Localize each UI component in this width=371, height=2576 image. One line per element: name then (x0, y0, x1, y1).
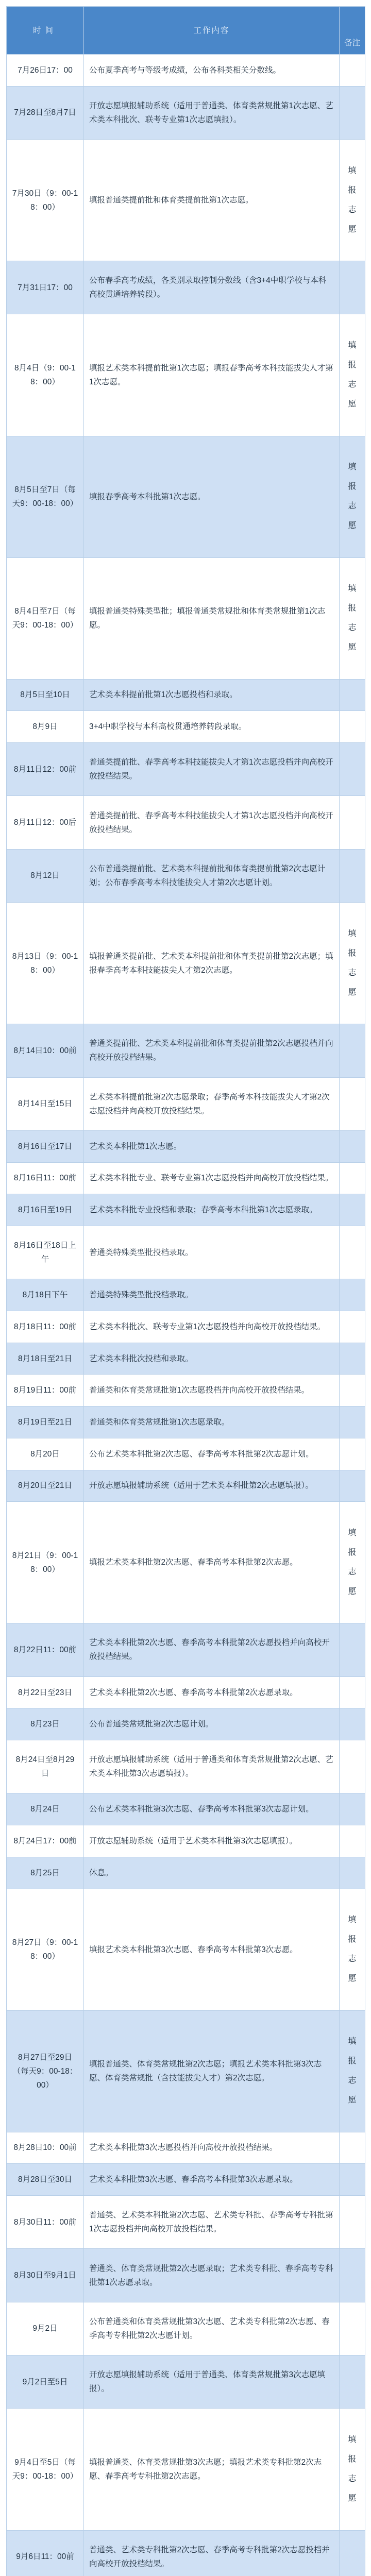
row-content: 普通类提前批、春季高考本科技能拔尖人才第1次志愿投档并向高校开放投档结果。 (84, 743, 340, 796)
row-note (340, 2010, 365, 2132)
table-row (7, 2249, 365, 2302)
row-time: 8月5日至7日（每天9：00-18：00） (7, 436, 84, 557)
row-content: 公布夏季高考与等级考成绩，公布各科类相关分数线。 (84, 55, 340, 87)
row-content: 艺术类本科批第3次志愿投档并向高校开放投档结果。 (84, 2132, 340, 2164)
row-note (340, 796, 365, 849)
row-content: 3+4中职学校与本科高校贯通培养转段录取。 (84, 711, 340, 743)
fill-volunteer-note: 填报志愿 (348, 929, 357, 997)
table-row (7, 849, 365, 902)
row-time: 8月22日至23日 (7, 1676, 84, 1708)
row-content: 艺术类本科批第1次志愿。 (84, 1130, 340, 1162)
row-content: 普通类提前批、春季高考本科技能拔尖人才第1次志愿投档并向高校开放投档结果。 (84, 796, 340, 849)
fill-volunteer-note: 填报志愿 (348, 2435, 357, 2503)
row-content: 艺术类本科批次投档和录取。 (84, 1343, 340, 1375)
row-note (340, 55, 365, 87)
table-row (7, 1077, 365, 1130)
table-row (7, 1708, 365, 1740)
row-note (340, 2355, 365, 2409)
table-row (7, 1438, 365, 1470)
row-note (340, 261, 365, 314)
row-content: 公布春季高考成绩，各类别录取控制分数线（含3+4中职学校与本科高校贯通培养转段）。 (84, 261, 340, 314)
row-note (340, 903, 365, 1024)
row-time: 7月31日17：00 (7, 261, 84, 314)
row-content: 艺术类本科批第3次志愿、春季高考本科批第3次志愿录取。 (84, 2164, 340, 2196)
row-content: 普通类、艺术类本科批第2次志愿、艺术类专科批、春季高考专科批第1次志愿投档并向高校开放投档结果。 (84, 2196, 340, 2249)
row-note (340, 2164, 365, 2196)
row-content: 普通类提前批、艺术类本科提前批和体育类提前批第2次志愿投档并向高校开放投档结果。 (84, 1024, 340, 1077)
row-note (340, 140, 365, 261)
row-content: 公布艺术类本科批第2次志愿、春季高考本科批第2次志愿计划。 (84, 1438, 340, 1470)
row-time: 7月30日（9：00-18：00） (7, 140, 84, 261)
row-time: 8月16日至19日 (7, 1194, 84, 1226)
row-note (340, 1708, 365, 1740)
header-note: 备注 (340, 7, 365, 55)
row-time: 8月27日至29日（每天9：00-18：00） (7, 2010, 84, 2132)
row-time: 9月2日至5日 (7, 2355, 84, 2409)
table-row (7, 140, 365, 261)
table-row (7, 1793, 365, 1825)
row-content: 填报普通类提前批、艺术类本科提前批和体育类提前批第2次志愿；填报春季高考本科技能拔尖人才第2次志愿。 (84, 903, 340, 1024)
row-note (340, 1311, 365, 1343)
row-note (340, 1226, 365, 1279)
table-row (7, 1740, 365, 1793)
row-note (340, 1502, 365, 1623)
row-time: 8月28日10：00前 (7, 2132, 84, 2164)
table-row (7, 1343, 365, 1375)
table-row (7, 55, 365, 87)
table-row (7, 314, 365, 436)
row-time: 7月26日17：00 (7, 55, 84, 87)
table-row (7, 1375, 365, 1406)
header-content: 工作内容 (84, 7, 340, 55)
row-note (340, 314, 365, 436)
row-content: 开放志愿辅助系统（适用于艺术类本科批第3次志愿填报）。 (84, 1825, 340, 1857)
row-content: 普通类和体育类常规批第1次志愿录取。 (84, 1406, 340, 1438)
row-note (340, 1194, 365, 1226)
row-note (340, 2196, 365, 2249)
header-time: 时间 (7, 7, 84, 55)
row-time: 8月20日至21日 (7, 1470, 84, 1502)
table-row (7, 1226, 365, 1279)
row-time: 8月12日 (7, 849, 84, 902)
row-content: 普通类、体育类常规批第2次志愿录取；艺术类专科批、春季高考专科批第1次志愿录取。 (84, 2249, 340, 2302)
row-content: 普通类特殊类型批投档录取。 (84, 1279, 340, 1311)
row-note (340, 1077, 365, 1130)
row-time: 8月14日至15日 (7, 1077, 84, 1130)
table-row (7, 2302, 365, 2355)
row-note (340, 1438, 365, 1470)
row-time: 8月20日 (7, 1438, 84, 1470)
table-row (7, 2010, 365, 2132)
row-content: 艺术类本科批专业、联考专业第1次志愿投档并向高校开放投档结果。 (84, 1162, 340, 1194)
row-content: 普通类、艺术类专科批第2次志愿、春季高考专科批第2次志愿投档并向高校开放投档结果。 (84, 2530, 340, 2576)
fill-volunteer-note: 填报志愿 (348, 1528, 357, 1596)
table-row (7, 796, 365, 849)
table-row (7, 1502, 365, 1623)
row-content: 填报艺术类本科批第3次志愿、春季高考本科批第3次志愿。 (84, 1889, 340, 2010)
row-time: 8月24日17：00前 (7, 1825, 84, 1857)
table-row (7, 557, 365, 679)
row-note (340, 2530, 365, 2576)
row-content: 开放志愿填报辅助系统（适用于普通类和体育类常规批第2次志愿、艺术类本科批第3次志愿填报）。 (84, 1740, 340, 1793)
row-time: 8月11日12：00前 (7, 743, 84, 796)
table-row (7, 1825, 365, 1857)
row-content: 公布普通类常规批第2次志愿计划。 (84, 1708, 340, 1740)
fill-volunteer-note: 填报志愿 (348, 463, 357, 531)
row-note (340, 86, 365, 139)
row-content: 普通类特殊类型批投档录取。 (84, 1226, 340, 1279)
table-row (7, 903, 365, 1024)
row-time: 8月27日（9：00-18：00） (7, 1889, 84, 2010)
table-row (7, 1130, 365, 1162)
schedule-table (6, 6, 365, 2576)
row-content: 填报艺术类本科批第2次志愿、春季高考本科批第2次志愿。 (84, 1502, 340, 1623)
row-note (340, 1130, 365, 1162)
row-content: 艺术类本科批第2次志愿、春季高考本科批第2次志愿投档并向高校开放投档结果。 (84, 1623, 340, 1676)
table-row (7, 2355, 365, 2409)
row-content: 艺术类本科批专业投档和录取；春季高考本科批第1次志愿录取。 (84, 1194, 340, 1226)
row-time: 8月14日10：00前 (7, 1024, 84, 1077)
row-note (340, 2409, 365, 2530)
table-row (7, 711, 365, 743)
row-note (340, 2132, 365, 2164)
table-row (7, 86, 365, 139)
table-row (7, 1024, 365, 1077)
row-time: 8月18日下午 (7, 1279, 84, 1311)
row-note (340, 743, 365, 796)
table-row (7, 679, 365, 711)
row-time: 8月18日11：00前 (7, 1311, 84, 1343)
row-time: 8月24日至8月29日 (7, 1740, 84, 1793)
table-row (7, 1857, 365, 1889)
row-time: 8月22日11：00前 (7, 1623, 84, 1676)
table-row (7, 743, 365, 796)
table-row (7, 1406, 365, 1438)
row-content: 普通类和体育类常规批第1次志愿投档并向高校开放投档结果。 (84, 1375, 340, 1406)
table-row (7, 1311, 365, 1343)
table-row (7, 436, 365, 557)
row-content: 公布普通类和体育类常规批第3次志愿、艺术类专科批第2次志愿、春季高考专科批第2次志愿计划。 (84, 2302, 340, 2355)
row-content: 填报艺术类本科提前批第1次志愿；填报春季高考本科技能拔尖人才第1次志愿。 (84, 314, 340, 436)
row-note (340, 1470, 365, 1502)
row-note (340, 1676, 365, 1708)
row-note (340, 679, 365, 711)
row-content: 艺术类本科提前批第2次志愿录取；春季高考本科技能拔尖人才第2次志愿投档并向高校开放投档结果。 (84, 1077, 340, 1130)
row-note (340, 2302, 365, 2355)
row-content: 艺术类本科批第2次志愿、春季高考本科批第2次志愿录取。 (84, 1676, 340, 1708)
row-time: 8月24日 (7, 1793, 84, 1825)
row-content: 休息。 (84, 1857, 340, 1889)
row-note (340, 1793, 365, 1825)
row-time: 8月30日至9月1日 (7, 2249, 84, 2302)
row-time: 8月9日 (7, 711, 84, 743)
row-time: 8月4日（9：00-18：00） (7, 314, 84, 436)
row-time: 8月5日至10日 (7, 679, 84, 711)
row-note (340, 1279, 365, 1311)
row-note (340, 1162, 365, 1194)
row-note (340, 849, 365, 902)
row-note (340, 1740, 365, 1793)
row-time: 8月4日至7日（每天9：00-18：00） (7, 557, 84, 679)
table-header-row (7, 7, 365, 55)
row-note (340, 1857, 365, 1889)
row-time: 9月6日11：00前 (7, 2530, 84, 2576)
fill-volunteer-note: 填报志愿 (348, 1916, 357, 1984)
row-note (340, 1889, 365, 2010)
fill-volunteer-note: 填报志愿 (348, 584, 357, 652)
table-row (7, 261, 365, 314)
fill-volunteer-note: 填报志愿 (348, 2037, 357, 2105)
table-row (7, 2409, 365, 2530)
table-row (7, 2164, 365, 2196)
row-note (340, 2249, 365, 2302)
row-time: 8月16日至18日上午 (7, 1226, 84, 1279)
row-time: 8月18日至21日 (7, 1343, 84, 1375)
row-content: 开放志愿填报辅助系统（适用于艺术类本科批第2次志愿填报）。 (84, 1470, 340, 1502)
table-row (7, 1194, 365, 1226)
row-note (340, 1343, 365, 1375)
row-time: 8月25日 (7, 1857, 84, 1889)
table-row (7, 1470, 365, 1502)
fill-volunteer-note: 填报志愿 (348, 166, 357, 234)
table-row (7, 1623, 365, 1676)
row-content: 公布普通类提前批、艺术类本科提前批和体育类提前批第2次志愿计划；公布春季高考本科技能拔尖人才第2次志愿计划。 (84, 849, 340, 902)
table-row (7, 1162, 365, 1194)
row-note (340, 1825, 365, 1857)
row-time: 8月16日11：00前 (7, 1162, 84, 1194)
row-content: 填报普通类、体育类常规批第3次志愿；填报艺术类专科批第2次志愿、春季高考专科批第2次志愿。 (84, 2409, 340, 2530)
row-content: 填报普通类、体育类常规批第2次志愿；填报艺术类本科批第3次志愿、体育类常规批（含技能拔尖人才）第2次志愿。 (84, 2010, 340, 2132)
row-content: 填报春季高考本科批第1次志愿。 (84, 436, 340, 557)
row-content: 填报普通类特殊类型批；填报普通类常规批和体育类常规批第1次志愿。 (84, 557, 340, 679)
row-note (340, 1375, 365, 1406)
row-time: 8月28日至30日 (7, 2164, 84, 2196)
table-row (7, 2530, 365, 2576)
fill-volunteer-note: 填报志愿 (348, 341, 357, 409)
row-time: 8月19日11：00前 (7, 1375, 84, 1406)
row-content: 填报普通类提前批和体育类提前批第1次志愿。 (84, 140, 340, 261)
table-row (7, 2196, 365, 2249)
row-note (340, 711, 365, 743)
table-row (7, 1889, 365, 2010)
row-note (340, 1623, 365, 1676)
row-time: 8月11日12：00后 (7, 796, 84, 849)
schedule-body (7, 55, 365, 2576)
row-time: 9月2日 (7, 2302, 84, 2355)
row-content: 开放志愿填报辅助系统（适用于普通类、体育类常规批第1次志愿、艺术类本科批次、联考专业第1次志愿填报）。 (84, 86, 340, 139)
row-time: 8月23日 (7, 1708, 84, 1740)
table-row (7, 1676, 365, 1708)
table-row (7, 2132, 365, 2164)
row-note (340, 436, 365, 557)
row-time: 9月4日至5日（每天9：00-18：00） (7, 2409, 84, 2530)
row-time: 8月13日（9：00-18：00） (7, 903, 84, 1024)
row-content: 公布艺术类本科批第3次志愿、春季高考本科批第3次志愿计划。 (84, 1793, 340, 1825)
row-time: 8月16日至17日 (7, 1130, 84, 1162)
row-time: 8月30日11：00前 (7, 2196, 84, 2249)
row-content: 开放志愿填报辅助系统（适用于普通类、体育类常规批第3次志愿填报）。 (84, 2355, 340, 2409)
row-note (340, 1024, 365, 1077)
row-content: 艺术类本科批次、联考专业第1次志愿投档并向高校开放投档结果。 (84, 1311, 340, 1343)
row-time: 8月19日至21日 (7, 1406, 84, 1438)
row-note (340, 557, 365, 679)
row-content: 艺术类本科提前批第1次志愿投档和录取。 (84, 679, 340, 711)
row-note (340, 1406, 365, 1438)
row-time: 8月21日（9：00-18：00） (7, 1502, 84, 1623)
table-row (7, 1279, 365, 1311)
row-time: 7月28日至8月7日 (7, 86, 84, 139)
